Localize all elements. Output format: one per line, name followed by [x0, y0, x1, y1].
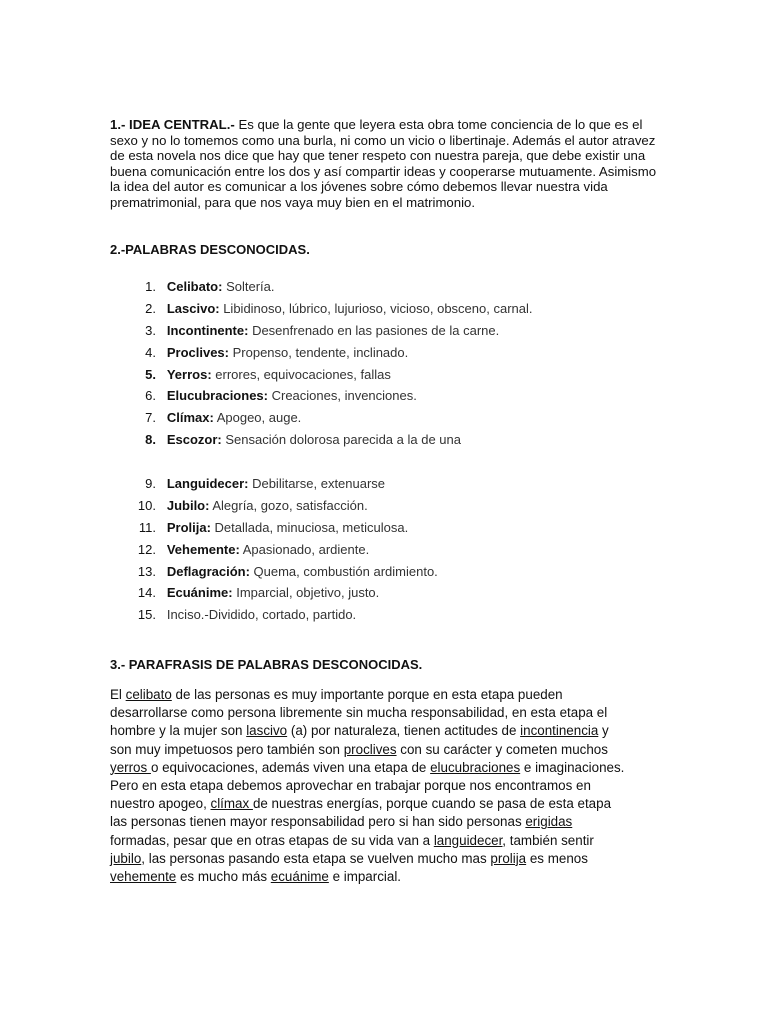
- vocab-number: 9.: [145, 476, 156, 491]
- vocab-definition: Propenso, tendente, inclinado.: [229, 344, 409, 360]
- vocab-term: Incontinente:: [166, 322, 249, 338]
- vocab-number: 6.: [145, 388, 156, 404]
- vocab-definition: errores, equivocaciones, fallas: [211, 366, 391, 382]
- underlined-term: lascivo: [246, 723, 288, 739]
- vocab-term: Lascivo:: [166, 300, 220, 316]
- underlined-term: yerros: [110, 759, 151, 775]
- idea-central-text: Es que la gente que leyera esta obra tome conciencia de lo que es el sexo y no lo tomemos como una burla, ni como un vicio o libertinaje. Además el autor atravez de esta novela nos dice que hay que tener respeto con nuestra pareja, que debe existir una buena comunicación entre los dos y así compartir ideas y cooperarse mutuamente. Asimismo la idea del autor es comunicar a los jóvenes sobre cómo debemos llevar nuestra vida prematrimonial, para que nos vaya muy bien en el matrimonio.: [110, 117, 657, 210]
- vocab-term: Elucubraciones:: [166, 388, 268, 404]
- vocab-item: [110, 495, 670, 517]
- paragraph-text: El: [110, 687, 126, 702]
- vocab-number: 1.: [145, 279, 156, 294]
- paragraph-text: formadas, pesar que en otras etapas de su vida van a: [110, 832, 434, 848]
- underlined-term: celibato: [125, 687, 172, 702]
- underlined-term: languidecer,: [433, 832, 507, 848]
- vocab-term: Prolija:: [166, 519, 211, 535]
- vocab-definition: Apasionado, ardiente.: [239, 541, 370, 557]
- paragraph-text: también sentir: [506, 832, 594, 848]
- vocab-definition: Creaciones, invenciones.: [267, 388, 417, 404]
- vocab-number: 15.: [137, 607, 156, 623]
- vocab-item: [110, 298, 670, 320]
- paragraph-text: o equivocaciones, además viven una etapa de: [150, 759, 431, 775]
- vocab-item: [110, 561, 670, 583]
- vocab-definition: Soltería.: [222, 279, 275, 294]
- vocab-item: [110, 473, 670, 495]
- underlined-term: elucubraciones: [430, 759, 521, 775]
- paragraph-text: y son muy impetuosos pero también son: [110, 723, 609, 757]
- vocab-term: Proclives:: [166, 344, 229, 360]
- vocab-item: [110, 407, 670, 429]
- vocab-definition: Libidinoso, lúbrico, lujurioso, vicioso, obsceno, carnal.: [219, 300, 533, 316]
- vocab-definition: Alegría, gozo, satisfacción.: [209, 497, 368, 513]
- vocab-number: 2.: [145, 300, 156, 316]
- vocab-item: [110, 320, 670, 342]
- vocab-number: 10.: [137, 497, 156, 513]
- vocab-number: 7.: [145, 410, 156, 426]
- vocab-number: 13.: [137, 563, 156, 579]
- vocab-number: 3.: [145, 322, 156, 338]
- underlined-term: clímax: [210, 796, 253, 812]
- underlined-term: prolija: [490, 850, 527, 866]
- vocab-number: 8.: [145, 432, 156, 448]
- vocab-definition: Debilitarse, extenuarse: [248, 476, 386, 491]
- vocab-number: 5.: [145, 366, 156, 382]
- vocab-term: Jubilo:: [166, 497, 210, 513]
- vocab-term: Clímax:: [166, 410, 214, 426]
- underlined-term: incontinencia: [520, 723, 599, 739]
- vocab-item: [110, 364, 670, 386]
- vocab-item: [110, 429, 670, 451]
- vocab-number: 12.: [137, 541, 156, 557]
- paragraph-text: , las personas pasando esta etapa se vuelven mucho mas: [141, 850, 491, 866]
- vocab-item: [110, 276, 670, 298]
- paragraph-text: e imparcial.: [328, 869, 402, 885]
- paragraph-text: con su carácter y cometen muchos: [396, 741, 608, 757]
- vocab-term: Vehemente:: [166, 541, 240, 557]
- vocab-term: Languidecer:: [166, 476, 249, 491]
- parafrasis-heading: 3.- PARAFRASIS DE PALABRAS DESCONOCIDAS.: [110, 657, 423, 672]
- palabras-desconocidas-heading: 2.-PALABRAS DESCONOCIDAS.: [110, 242, 310, 257]
- vocab-number: 4.: [145, 344, 156, 360]
- vocab-item: [110, 582, 670, 604]
- vocab-term: Deflagración:: [166, 563, 250, 579]
- vocab-list-1: [110, 276, 670, 451]
- vocab-item: [110, 385, 670, 407]
- vocab-term: Yerros:: [166, 366, 212, 382]
- vocab-term: Ecuánime:: [166, 585, 233, 601]
- underlined-term: proclives: [343, 741, 397, 757]
- underlined-term: erigidas: [525, 814, 573, 830]
- vocab-item: [110, 539, 670, 561]
- vocab-item: [110, 517, 670, 539]
- vocab-item: [110, 604, 670, 626]
- vocab-number: 11.: [138, 519, 156, 535]
- vocab-term: Celibato:: [166, 279, 223, 294]
- vocab-definition: Apogeo, auge.: [213, 410, 302, 426]
- vocab-definition: Imparcial, objetivo, justo.: [232, 585, 380, 601]
- vocab-number: 14.: [137, 585, 156, 601]
- parafrasis-paragraph: [110, 686, 630, 886]
- paragraph-text: es menos: [526, 850, 588, 866]
- paragraph-text: (a) por naturaleza, tienen actitudes de: [287, 723, 521, 739]
- vocab-definition: Quema, combustión ardimiento.: [249, 563, 438, 579]
- vocab-definition: Detallada, minuciosa, meticulosa.: [210, 519, 409, 535]
- paragraph-text: e imaginaciones. Pero en esta etapa debemos aprovechar en trabajar porque nos encontramos en nuestro apogeo,: [110, 759, 625, 812]
- vocab-term: Escozor:: [166, 432, 222, 448]
- vocab-list-2: [110, 473, 670, 626]
- vocab-item: [110, 342, 670, 364]
- paragraph-text: de nuestras energías, porque cuando se pasa de esta etapa las personas tienen mayor responsabilidad pero si han sido personas: [110, 796, 612, 830]
- vocab-definition: Desenfrenado en las pasiones de la carne.: [248, 322, 500, 338]
- paragraph-text: es mucho más: [176, 869, 271, 885]
- underlined-term: vehemente: [110, 869, 177, 885]
- vocab-definition: Inciso.-Dividido, cortado, partido.: [166, 607, 357, 623]
- vocab-definition: Sensación dolorosa parecida a la de una: [221, 432, 461, 448]
- underlined-term: ecuánime: [270, 869, 329, 885]
- idea-central-label: 1.- IDEA CENTRAL.-: [110, 117, 235, 132]
- underlined-term: jubilo: [110, 850, 142, 866]
- paragraph-text: de las personas es muy importante porque en esta etapa pueden desarrollarse como persona libremente sin mucha responsabilidad, en esta etapa el hombre y la mujer son: [110, 687, 608, 739]
- idea-central-paragraph: [110, 117, 662, 211]
